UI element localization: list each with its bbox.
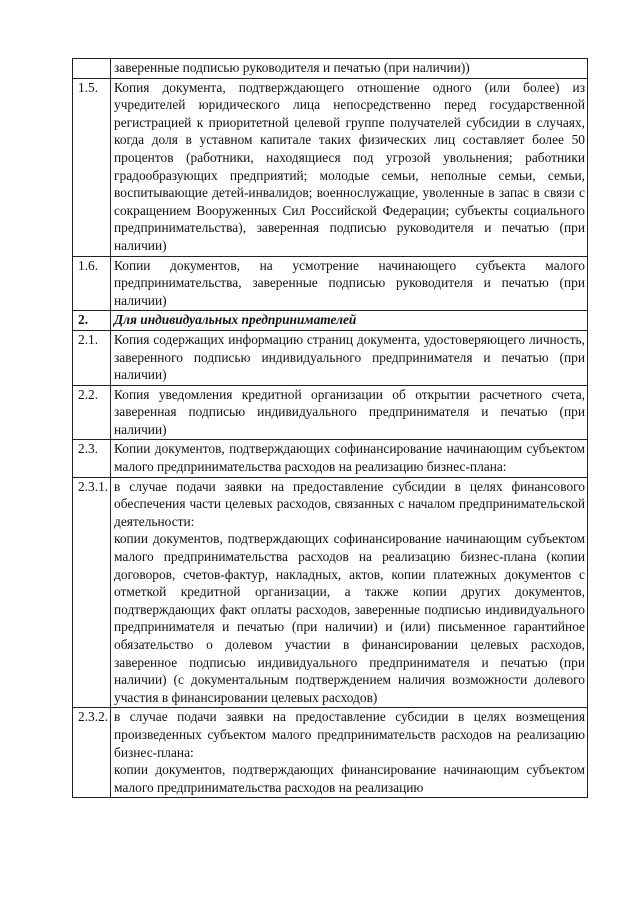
item-paragraph: в случае подачи заявки на предоставление субсидии в целях финансового обеспечения части целевых расходов, связанных с началом предпринимательской деятельности: [114,478,585,529]
table-row [73,477,588,708]
item-paragraph: копии документов, подтверждающих финансирование начинающим субъектом малого предпринимательства расходов на реализацию [114,762,585,795]
documents-table [72,58,588,798]
item-paragraph: Копия содержащих информацию страниц документа, удостоверяющего личность, заверенного подписью индивидуального предпринимателя и печатью (при наличии) [114,331,585,383]
item-text [111,59,588,79]
section-heading-row [73,311,588,331]
item-paragraph: Копии документов, подтверждающих софинансирование начинающим субъектом малого предпринимательства расходов на реализацию бизнес-плана: [114,441,585,475]
item-text [111,330,588,385]
item-paragraph: в случае подачи заявки на предоставление субсидии в целях возмещения произведенных субъектом малого предпринимательств расходов на реализацию бизнес-плана: [114,709,585,760]
item-number: 1.6. [73,256,111,311]
item-number: 2.3.1. [73,477,111,708]
item-paragraph: копии документов, подтверждающих софинансирование начинающим субъектом малого предпринимательства расходов на реализацию бизнес-плана (копии договоров, счетов-фактур, накладных, актов, копии платежных документов с отметкой кредитной организации, а также копии других документов, подтверждающих факт оплаты расходов, заверенные подписью индивидуального предпринимателя и печатью (при наличии) и (или) письменное гарантийное обязательство о долевом участии в финансировании целевых расходов, заверенное подписью индивидуального предпринимателя и печатью (при наличии) (с документальным подтверждением наличия возможности долевого участия в финансировании целевых расходов) [114,531,585,705]
item-number: 2.2. [73,385,111,440]
table-row [73,708,588,798]
table-row [73,59,588,79]
item-number: 2. [73,311,111,331]
document-page [72,58,588,798]
section-title [111,311,588,331]
item-number: 2.3. [73,440,111,477]
item-paragraph: Копия документа, подтверждающего отношение одного (или более) из учредителей юридического лица непосредственно перед государственной регистрацией к приоритетной целевой группе получателей субсидии в случаях, когда доля в уставном капитале таких физических лиц составляет более 50 процентов (работники, находящиеся под угрозой увольнения; работники градообразующих предприятий; молодые семьи, неполные семьи, семьи, воспитывающие детей-инвалидов; военнослужащие, уволенные в запас в связи с сокращением Вооруженных Сил Российской Федерации; субъекты социального предпринимательства), заверенная подписью руководителя и печатью (при наличии) [114,79,585,253]
table-row [73,256,588,311]
item-text [111,78,588,256]
table-row [73,330,588,385]
item-paragraph: Для индивидуальных предпринимателей [114,312,357,328]
item-number: 2.3.2. [73,708,111,798]
item-text [111,440,588,477]
item-number: 2.1. [73,330,111,385]
item-text [111,385,588,440]
table-row [73,78,588,256]
item-text [111,256,588,311]
item-number: 1.5. [73,78,111,256]
item-text [111,477,588,708]
table-row [73,385,588,440]
item-text [111,708,588,798]
item-number [73,59,111,79]
item-paragraph: Копия уведомления кредитной организации об открытии расчетного счета, заверенная подписью индивидуального предпринимателя и печатью (при наличии) [114,386,585,437]
item-paragraph: Копии документов, на усмотрение начинающего субъекта малого предпринимательства, заверенные подписью руководителя и печатью (при наличии) [114,257,585,308]
table-row [73,440,588,477]
item-paragraph: заверенные подписью руководителя и печатью (при наличии)) [114,60,470,75]
